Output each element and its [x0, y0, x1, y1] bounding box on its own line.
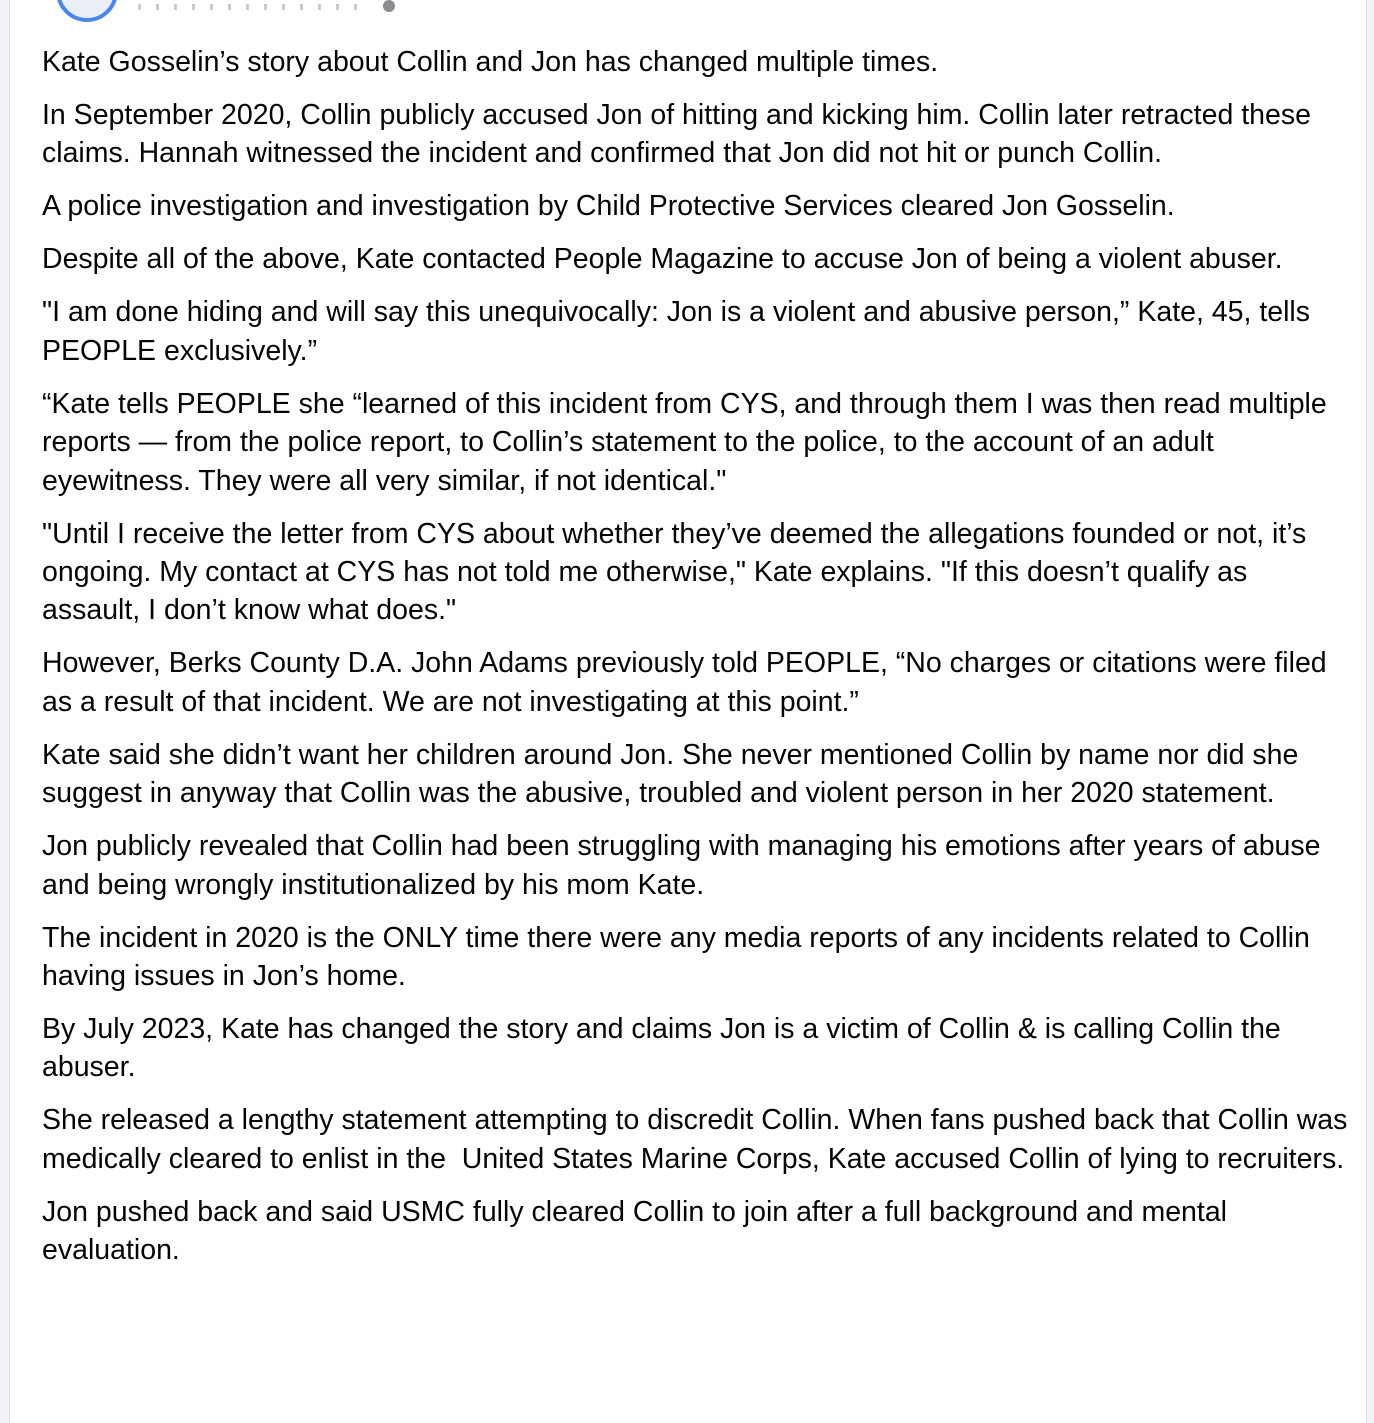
post-paragraph: Kate said she didn’t want her children around Jon. She never mentioned Collin by name nor did she suggest in anyway that Collin was the abusive, troubled and violent person in her 2020 statement. [42, 738, 1307, 810]
post-paragraph: Jon pushed back and said USMC fully cleared Collin to join after a full background and mental evaluation. [42, 1195, 1235, 1267]
post-timestamp-cropped [138, 4, 368, 10]
author-avatar[interactable] [56, 0, 118, 22]
post-paragraph: In September 2020, Collin publicly accused Jon of hitting and kicking him. Collin later retracted these claims. Hannah witnessed the incident and confirmed that Jon did not hit or punch Collin. [42, 99, 1319, 170]
post-paragraph: "I am done hiding and will say this unequivocally: Jon is a violent and abusive person,” Kate, 45, tells PEOPLE exclusively.” [42, 296, 1318, 367]
post-paragraph: However, Berks County D.A. John Adams previously told PEOPLE, “No charges or citations were filed as a result of that incident. We are not investigating at this point.” [42, 647, 1335, 718]
post-paragraph: Kate Gosselin’s story about Collin and Jon has changed multiple times. [42, 46, 939, 78]
post-paragraph: She released a lengthy statement attempting to discredit Collin. When fans pushed back that Collin was medically cleared to enlist in the United States Marine Corps, Kate accused Collin of lying to recruiters. [42, 1104, 1356, 1175]
post-meta [138, 4, 398, 16]
post-card [9, 0, 1367, 1423]
post-paragraph: The incident in 2020 is the ONLY time there were any media reports of any incidents related to Collin having issues in Jon’s home. [42, 921, 1318, 993]
post-paragraph: By July 2023, Kate has changed the story and claims Jon is a victim of Collin & is calling Collin the abuser. [42, 1013, 1289, 1084]
post-paragraph: A police investigation and investigation by Child Protective Services cleared Jon Gosselin. [42, 190, 1175, 223]
post-text [42, 43, 1356, 1284]
post-paragraph: Jon publicly revealed that Collin had been struggling with managing his emotions after years of abuse and being wrongly institutionalized by his mom Kate. [42, 830, 1329, 901]
globe-icon[interactable] [383, 0, 395, 12]
post-paragraph: “Kate tells PEOPLE she “learned of this incident from CYS, and through them I was then read multiple reports — from the police report, to Collin’s statement to the police, to the account of an adult eyewitness. They were all very similar, if not identical." [42, 387, 1335, 497]
post-paragraph: "Until I receive the letter from CYS about whether they’ve deemed the allegations founded or not, it’s ongoing. My contact at CYS has not told me otherwise," Kate explains. "If this doesn’t qualify as assault, I don’t know what does." [42, 517, 1315, 627]
post-paragraph: Despite all of the above, Kate contacted People Magazine to accuse Jon of being a violent abuser. [42, 243, 1283, 276]
